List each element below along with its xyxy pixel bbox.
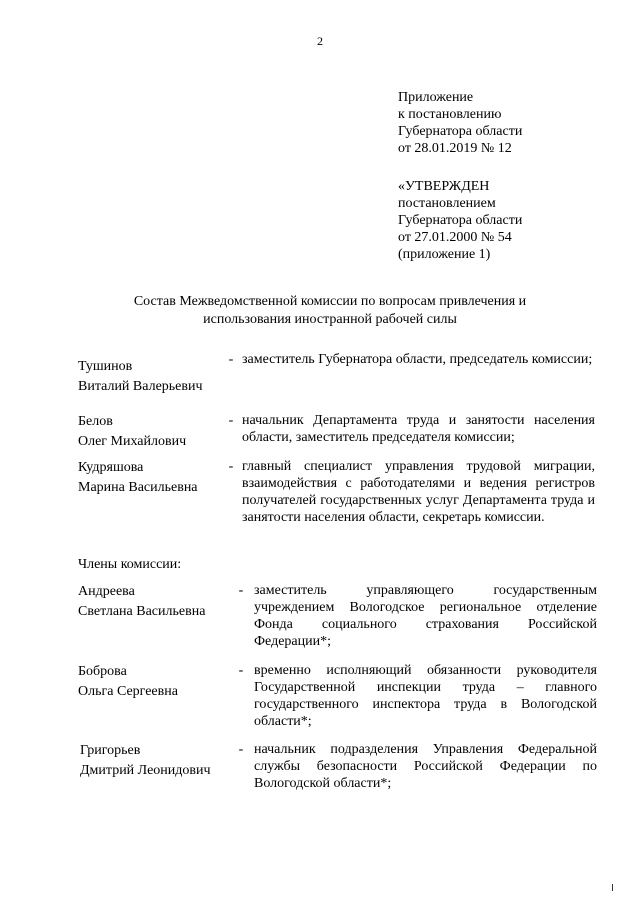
entry-dash: -: [238, 742, 244, 757]
title-line: использования иностранной рабочей силы: [203, 312, 457, 327]
person-role: заместитель управляющего государственным учреждением Вологодское региональное отделение Фонда социального страхования Российской Федерации*;: [254, 583, 597, 649]
members-label: Члены комиссии:: [78, 557, 182, 572]
entry-dash: -: [228, 413, 234, 428]
entry-dash: -: [228, 459, 234, 474]
person-name: Андреева Светлана Васильевна: [78, 584, 206, 619]
person-name: Боброва Ольга Сергеевна: [78, 664, 178, 699]
person-role: временно исполняющий обязанности руководителя Государственной инспекции труда – главного государственного инспектора труда в Вологодской области*;: [254, 663, 597, 729]
approved-line: Губернатора области: [398, 213, 523, 228]
annex-line: от 28.01.2019 № 12: [398, 141, 512, 156]
approved-line: «УТВЕРЖДЕН: [398, 179, 490, 194]
page-number: 2: [317, 34, 323, 48]
annex-line: Приложение: [398, 90, 474, 105]
person-role: начальник Департамента труда и занятости населения области, заместитель председателя комиссии;: [242, 413, 595, 445]
approved-line: (приложение 1): [398, 247, 491, 262]
approved-line: от 27.01.2000 № 54: [398, 230, 512, 245]
person-name: Тушинов Виталий Валерьевич: [78, 359, 203, 394]
annex-line: к постановлению: [398, 107, 502, 122]
person-name: Кудряшова Марина Васильевна: [78, 460, 198, 495]
scan-mark: [612, 884, 613, 891]
person-role: заместитель Губернатора области, председатель комиссии;: [242, 352, 593, 367]
entry-dash: -: [228, 352, 234, 367]
person-name: Белов Олег Михайлович: [78, 414, 187, 449]
person-role: главный специалист управления трудовой миграции, взаимодействия с работодателями и ведения регистров получателей государственных услуг Департамента труда и занятости населения области, секретарь комиссии.: [242, 459, 595, 525]
title-line: Состав Межведомственной комиссии по вопросам привлечения и: [133, 294, 527, 309]
person-name: Григорьев Дмитрий Леонидович: [80, 743, 211, 778]
entry-dash: -: [238, 663, 244, 678]
person-role: начальник подразделения Управления Федеральной службы безопасности Российской Федерации по Вологодской области*;: [254, 742, 597, 791]
annex-block: [398, 89, 608, 157]
approved-line: постановлением: [398, 196, 496, 211]
approved-block: [398, 178, 608, 263]
entry-dash: -: [238, 583, 244, 598]
document-title: [80, 293, 580, 329]
annex-line: Губернатора области: [398, 124, 523, 139]
